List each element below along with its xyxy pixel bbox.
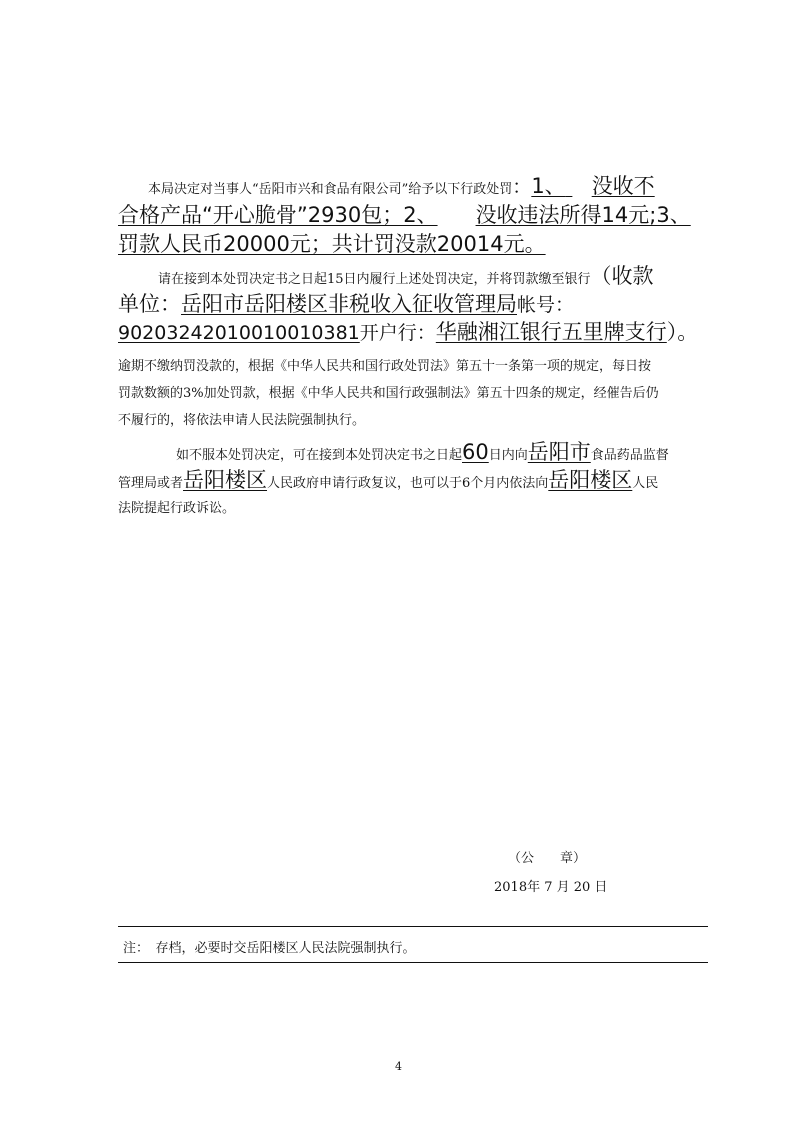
para1-line2 <box>118 199 691 229</box>
para1-item1-text: 没收不 <box>591 174 655 198</box>
para4-people: 人民 <box>632 476 659 491</box>
para4-agency: 食品药品监督 <box>590 448 669 463</box>
para2-payee-open: （收款 <box>590 264 654 288</box>
para2-line3 <box>118 316 698 346</box>
para2-bank-label: 开户行： <box>359 322 436 344</box>
para3-line2: 罚款数额的3%加处罚款，根据《中华人民共和国行政强制法》第五十四条的规定，经催告后仍 <box>118 386 659 401</box>
para4-days: 60 <box>462 440 489 464</box>
para4-line1 <box>176 436 669 466</box>
para3-line3: 不履行的，将依法申请人民法院强制执行。 <box>118 413 366 428</box>
para1-line3-text: 罚款人民币20000元；共计罚没款20014元。 <box>118 232 546 256</box>
para2-account: 90203242010010010381 <box>118 322 360 344</box>
para4-line3: 法院提起行政诉讼。 <box>118 501 236 516</box>
para4-bureau: 管理局或者 <box>118 476 184 491</box>
seal-label: （公 章） <box>508 851 587 866</box>
note-top-rule <box>118 926 708 927</box>
para2-intro: 请在接到本处罚决定书之日起15日内履行上述处罚决定，并将罚款缴至银行 <box>158 272 591 287</box>
para2-payee: 岳阳市岳阳楼区非税收入征收管理局 <box>181 292 517 316</box>
issue-date: 2018年 7 月 20 日 <box>494 880 608 895</box>
para1-line2-text: 合格产品“开心脆骨”2930包；2、 <box>118 203 438 227</box>
para4-line2 <box>118 464 658 494</box>
para1-gap1 <box>566 174 592 198</box>
para1-line3 <box>118 228 546 258</box>
para1-intro: 本局决定对当事人“岳阳市兴和食品有限公司”给予以下行政处罚 <box>148 182 513 197</box>
note-text: 注： 存档，必要时交岳阳楼区人民法院强制执行。 <box>123 941 416 956</box>
para2-account-label: 帐号： <box>517 294 575 316</box>
para1-gap2 <box>438 203 476 227</box>
para4-review: 人民政府申请行政复议，也可以于6个月内依法向 <box>267 476 549 491</box>
para4-district2: 岳阳楼区 <box>548 468 633 492</box>
page-number: 4 <box>395 1060 402 1073</box>
para4-intro: 如不服本处罚决定，可在接到本处罚决定书之日起 <box>176 448 463 463</box>
para2-line1 <box>158 260 654 290</box>
para1-item1: 1、 <box>531 174 566 198</box>
para4-district: 岳阳楼区 <box>183 468 268 492</box>
note-bottom-rule <box>118 962 708 963</box>
para2-line2 <box>118 288 574 318</box>
para2-payee-label: 单位： <box>118 292 181 316</box>
para2-bank: 华融湘江银行五里牌支行 <box>435 320 667 344</box>
para1-colon: ： <box>512 176 532 198</box>
para4-city: 岳阳市 <box>527 440 591 464</box>
para3-line1: 逾期不缴纳罚没款的，根据《中华人民共和国行政处罚法》第五十一条第一项的规定，每日按 <box>118 359 652 374</box>
para4-within: 日内向 <box>488 448 528 463</box>
para1-line2-text2: 没收违法所得14元;3、 <box>475 203 691 227</box>
para2-close: ）。 <box>666 320 699 344</box>
para1-line1 <box>148 170 655 200</box>
